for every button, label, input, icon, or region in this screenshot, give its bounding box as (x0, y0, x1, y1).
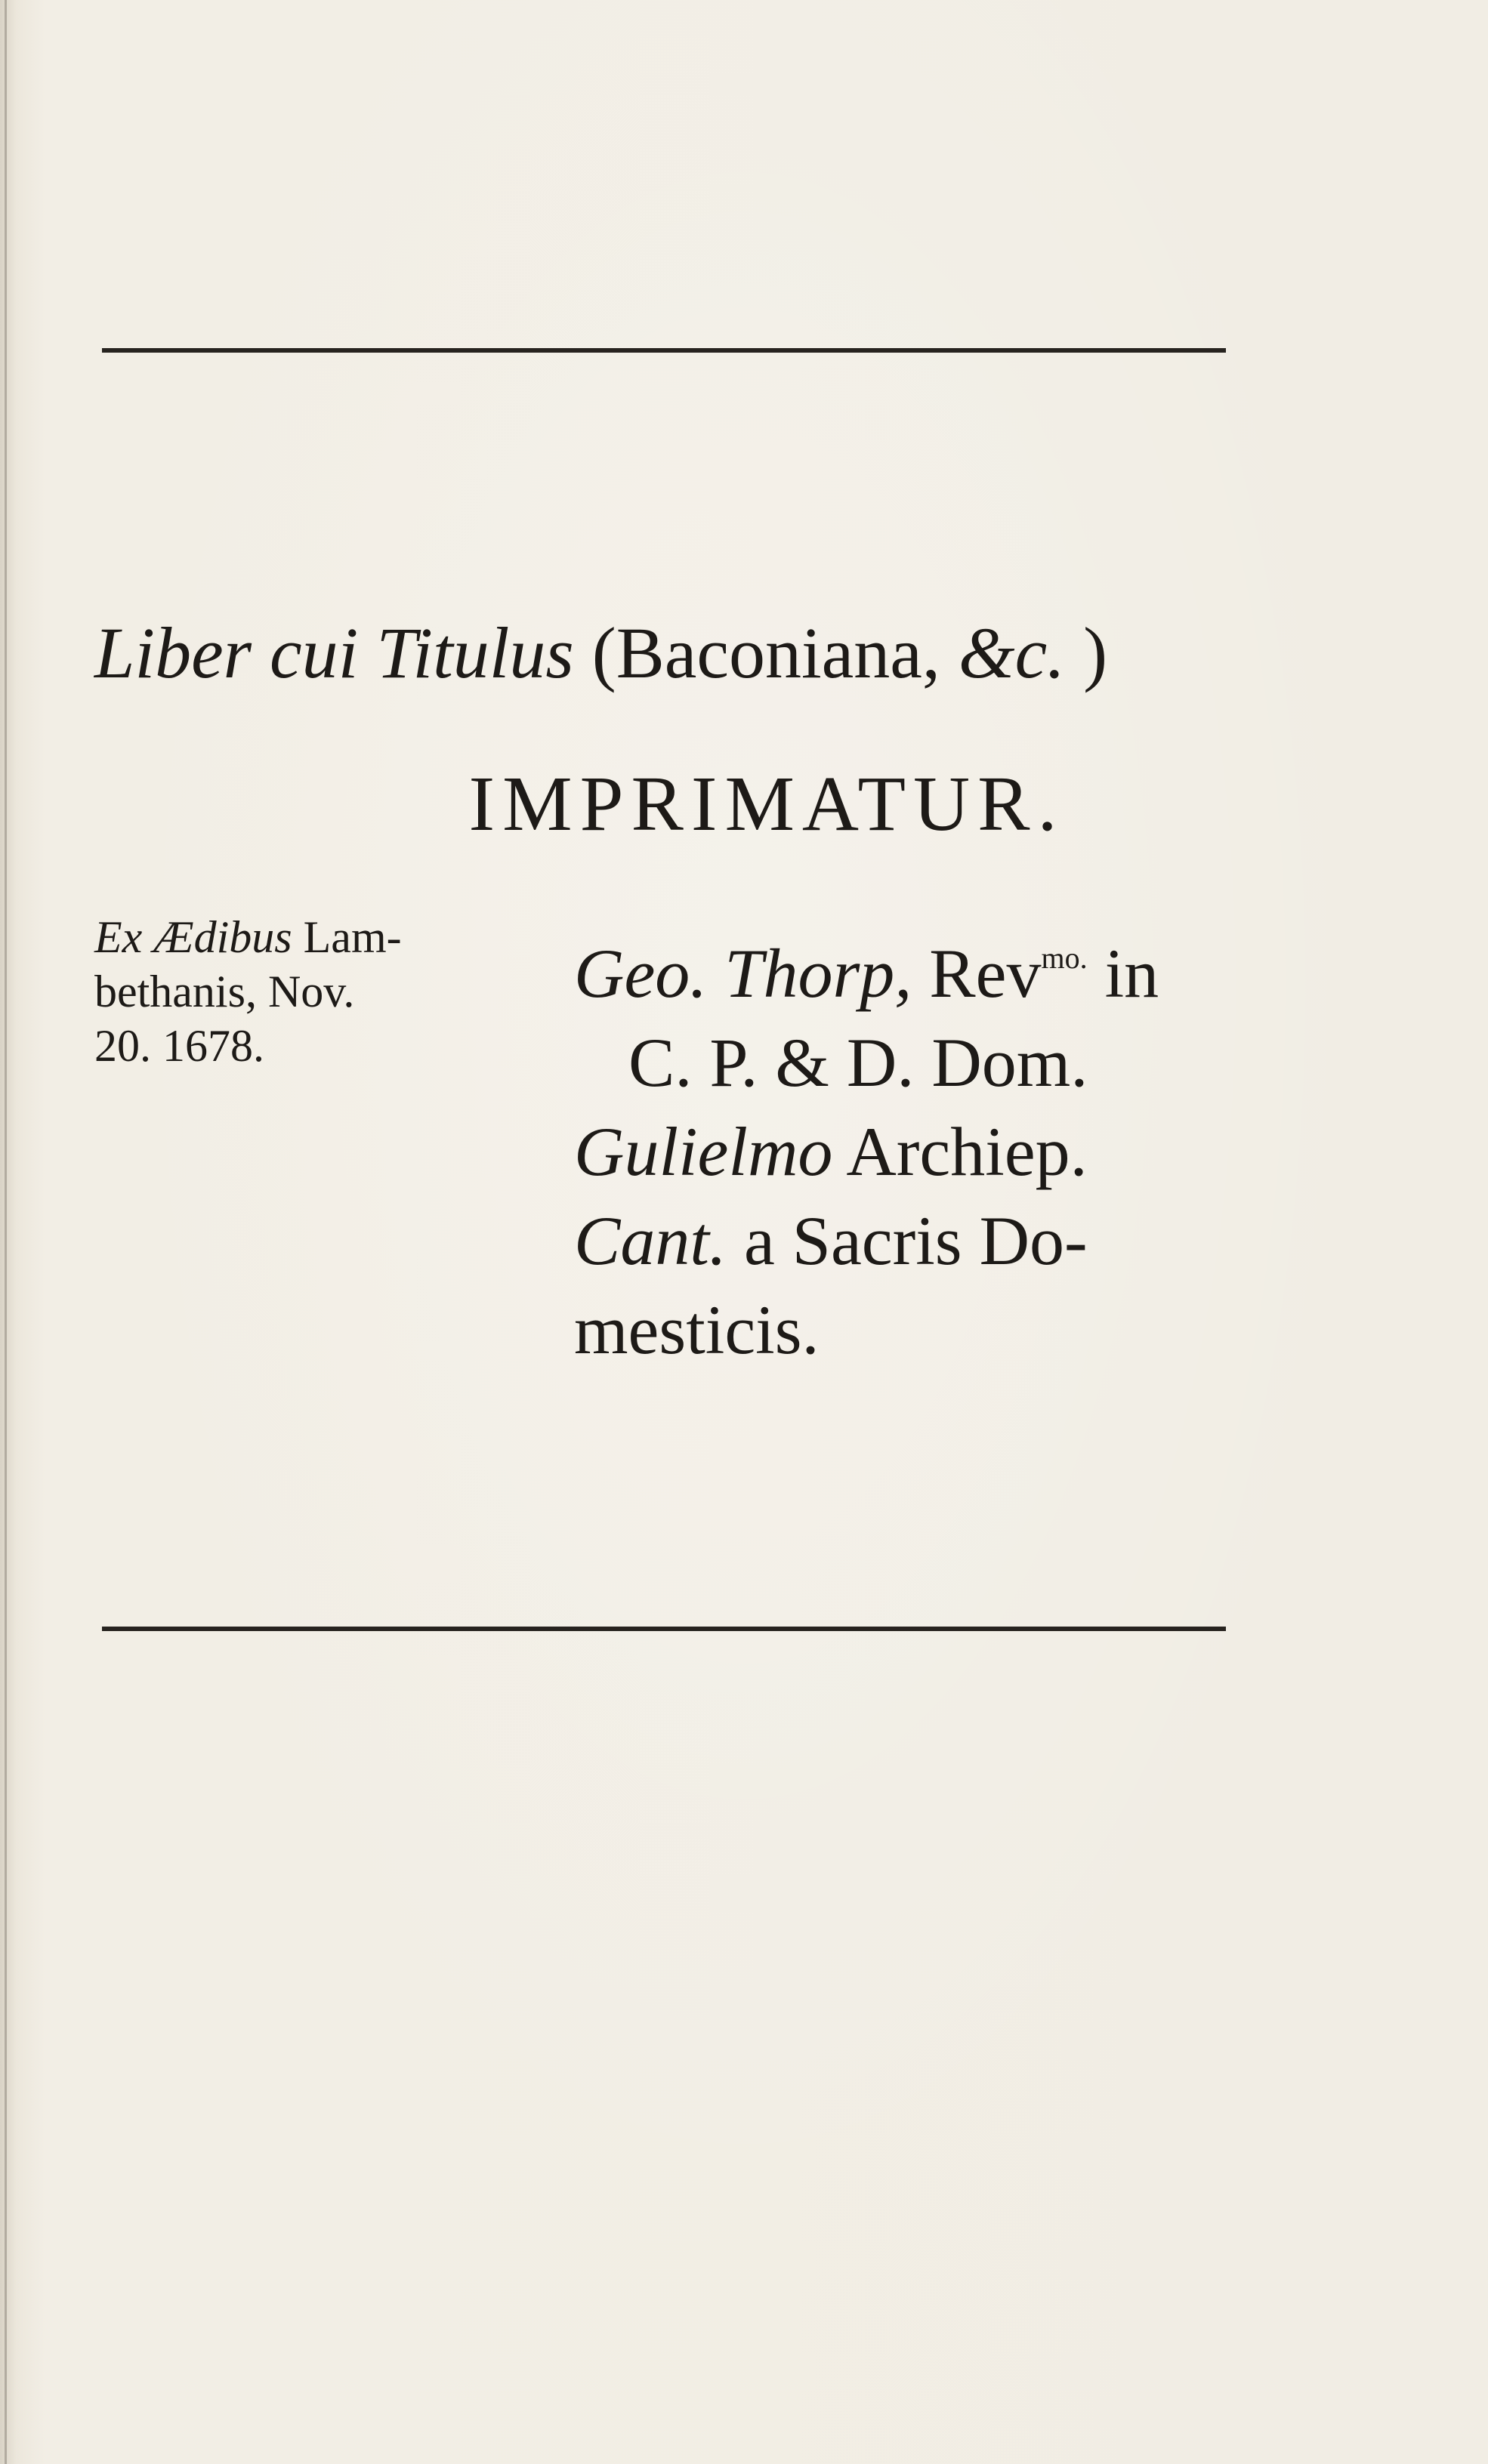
place-line-1-rest: Lam- (303, 912, 402, 962)
signatory-line-2: C. P. & D. Dom. (628, 1024, 1088, 1101)
signatory-line-3 (574, 1107, 1231, 1196)
binding-edge (5, 0, 7, 2464)
date-line: 20. 1678. (94, 1021, 264, 1071)
title-open-paren: ( (591, 612, 616, 693)
title-book-name: Baconiana, (616, 612, 940, 693)
signatory-line-1 (574, 929, 1231, 1018)
signatory-in: in (1104, 935, 1159, 1012)
signatory-gulielmo: Gulielmo (574, 1113, 833, 1190)
book-title-line (94, 608, 1243, 698)
place-line-2: bethanis, Nov. (94, 967, 355, 1016)
signatory-line-4-rest: a Sacris Do- (743, 1202, 1088, 1279)
signatory-rev: Rev (929, 935, 1042, 1012)
imprimatur-heading: IMPRIMATUR. (468, 760, 1065, 847)
signatory-cant: Cant. (574, 1202, 727, 1279)
bottom-rule (102, 1627, 1226, 1631)
signatory-block (574, 929, 1231, 1374)
signatory-name: Geo. Thorp, (574, 935, 912, 1012)
title-etc: &c. (958, 612, 1066, 693)
signatory-line-5: mesticis. (574, 1291, 820, 1368)
place-date-block (94, 910, 502, 1073)
signatory-line-4 (574, 1196, 1231, 1285)
place-line-1 (94, 910, 502, 964)
title-italic: Liber cui Titulus (94, 612, 574, 693)
title-close-paren: ) (1083, 612, 1108, 693)
place-italic: Ex Ædibus (94, 912, 292, 962)
top-rule (102, 348, 1226, 353)
signatory-archiep: Archiep. (846, 1113, 1088, 1190)
signatory-rev-sup: mo. (1041, 941, 1088, 975)
